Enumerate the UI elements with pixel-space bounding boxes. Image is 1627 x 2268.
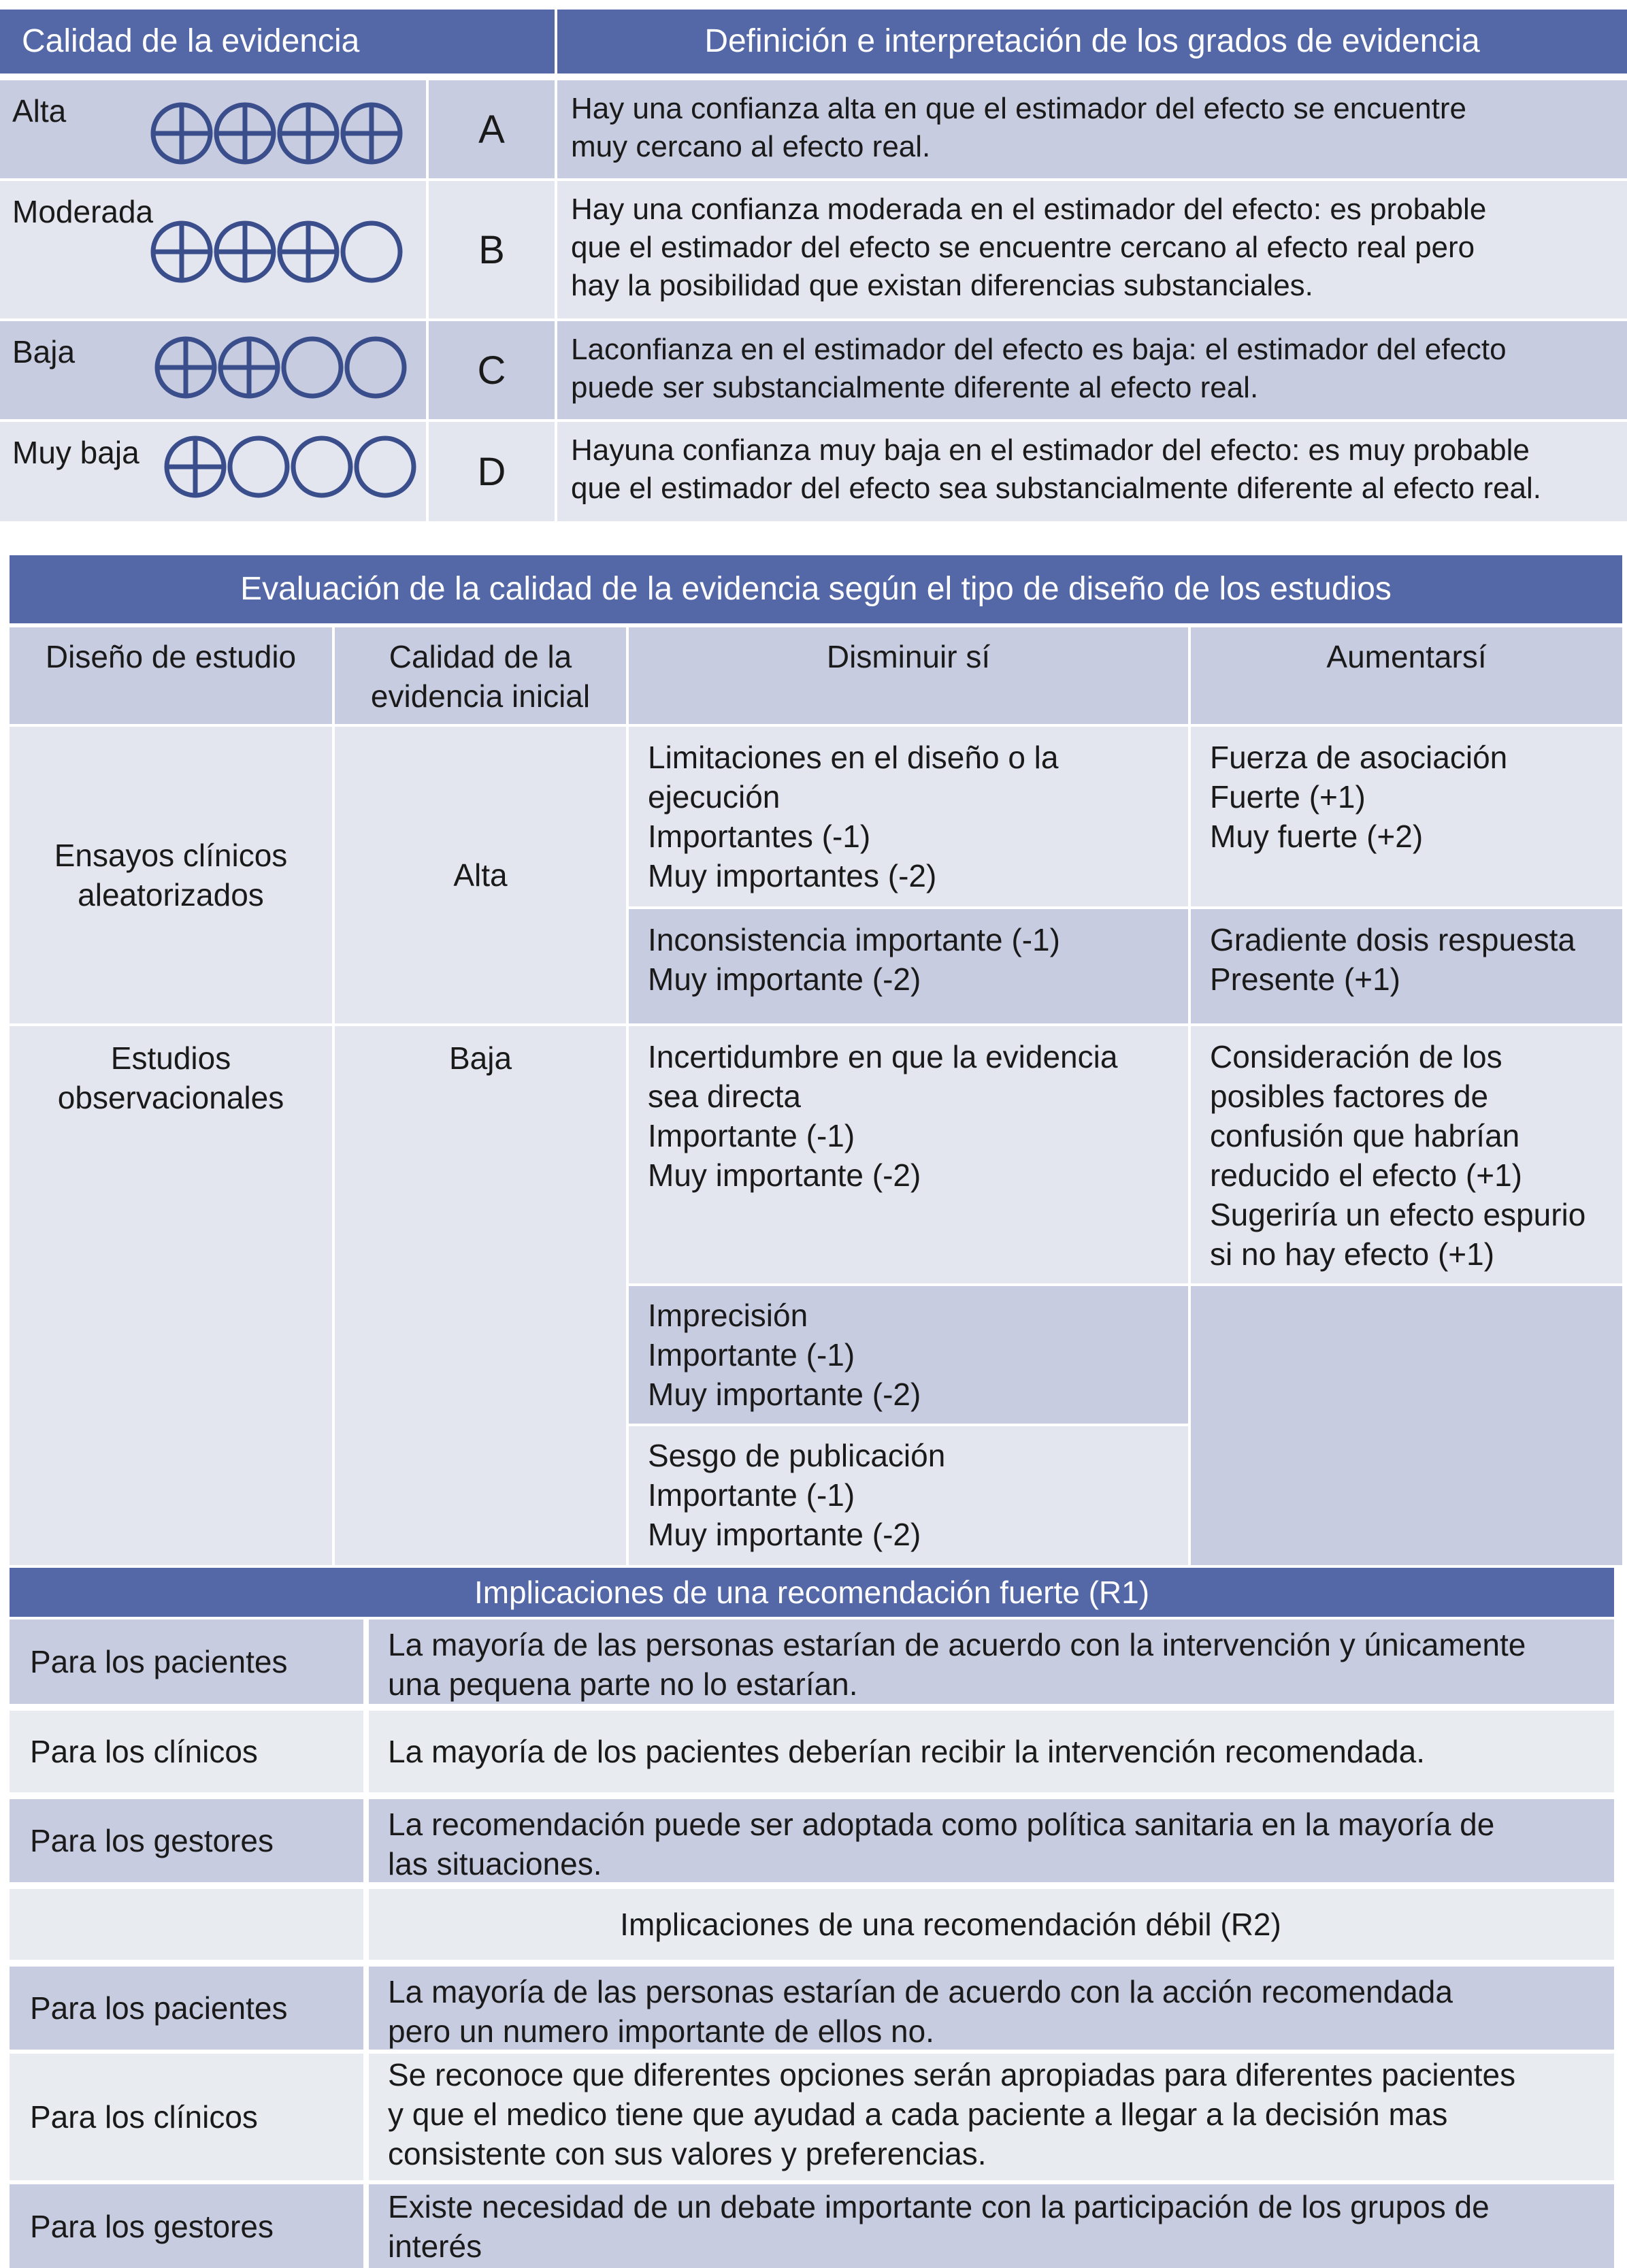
col-header-increase-text: Aumentarsí (1326, 639, 1487, 674)
text-line: Limitaciones en el diseño o la (648, 740, 1059, 775)
rct-increase-association (1191, 727, 1622, 906)
empty-circle-icon (293, 438, 350, 495)
text-line: confusión que habrían (1210, 1118, 1520, 1153)
weak-managers-label: Para los gestores (10, 2184, 363, 2268)
strong-clinicians-label: Para los clínicos (10, 1711, 363, 1792)
filled-circle-icon (216, 105, 274, 162)
text-line: Calidad de la (389, 639, 572, 674)
rct-increase-dose-response (1191, 909, 1622, 1023)
rct-initial-quality: Alta (335, 727, 626, 1023)
text-line: interés (388, 2229, 482, 2264)
text-line: posibles factores de (1210, 1079, 1489, 1114)
text-line: hay la posibilidad que existan diferencias substanciales. (571, 269, 1313, 302)
strong-clinicians-text (369, 1711, 1614, 1792)
quality-definition-b (557, 181, 1627, 318)
filled-circle-icon (343, 105, 400, 162)
text-line: Importante (-1) (648, 1118, 855, 1153)
text-line: Muy fuerte (+2) (1210, 819, 1424, 854)
design-table-title: Evaluación de la calidad de la evidencia según el tipo de diseño de los estudios (10, 555, 1622, 623)
obs-initial-quality: Baja (335, 1026, 626, 1565)
grade-symbols-muy-baja (163, 435, 422, 498)
strong-managers-text (369, 1799, 1614, 1882)
filled-circle-icon (280, 223, 337, 280)
quality-definition-a (557, 80, 1627, 178)
text-line: Gradiente dosis respuesta (1210, 922, 1575, 957)
quality-grade-c: C (429, 321, 555, 419)
filled-circle-icon (153, 223, 210, 280)
text-line: Fuerza de asociación (1210, 740, 1508, 775)
text-line: una pequena parte no lo estarían. (388, 1666, 858, 1702)
grade-symbols-moderada (150, 220, 408, 283)
empty-circle-icon (284, 339, 341, 396)
text-line: Hay una confianza alta en que el estimador del efecto se encuentre (571, 92, 1466, 125)
col-header-design-text: Diseño de estudio (45, 639, 297, 674)
strong-patients-text (369, 1620, 1614, 1704)
weak-clinicians-text (369, 2054, 1614, 2180)
text-line: Importantes (-1) (648, 819, 871, 854)
obs-decrease-indirectness (629, 1026, 1188, 1283)
filled-circle-icon (167, 438, 224, 495)
empty-circle-icon (343, 223, 400, 280)
quality-grade-b: B (429, 181, 555, 318)
quality-header-right: Definición e interpretación de los grados de evidencia (557, 10, 1627, 73)
text-line: consistente con sus valores y preferencias. (388, 2136, 987, 2171)
filled-circle-icon (280, 105, 337, 162)
text-line: puede ser substancialmente diferente al efecto real. (571, 371, 1259, 404)
text-line: ejecución (648, 779, 780, 815)
empty-circle-icon (347, 339, 404, 396)
quality-label-muy-baja: Muy baja (0, 422, 426, 521)
filled-circle-icon (153, 105, 210, 162)
rct-design (10, 727, 332, 1023)
strong-recommendation-title: Implicaciones de una recomendación fuerte (R1) (10, 1568, 1614, 1617)
obs-decrease-imprecision (629, 1286, 1188, 1424)
text-line: sea directa (648, 1079, 802, 1114)
weak-patients-text (369, 1967, 1614, 2050)
rct-decrease-inconsistency (629, 909, 1188, 1023)
quality-header-left: Calidad de la evidencia (0, 10, 555, 73)
obs-decrease-publication-bias (629, 1426, 1188, 1565)
text-line: Muy importante (-2) (648, 1517, 921, 1552)
text-line: aleatorizados (78, 877, 264, 913)
grade-symbols-baja (154, 336, 412, 399)
weak-patients-label: Para los pacientes (10, 1967, 363, 2050)
filled-circle-icon (157, 339, 214, 396)
empty-circle-icon (357, 438, 414, 495)
text-line: Sesgo de publicación (648, 1438, 946, 1473)
quality-grade-d: D (429, 422, 555, 521)
col-header-decrease (629, 627, 1188, 724)
text-line: Estudios (110, 1040, 231, 1076)
quality-label-baja: Baja (0, 321, 426, 419)
quality-definition-d (557, 422, 1627, 521)
text-line: Muy importante (-2) (648, 1157, 921, 1193)
text-line: Laconfianza en el estimador del efecto es baja: el estimador del efecto (571, 333, 1507, 366)
text-line: si no hay efecto (+1) (1210, 1236, 1495, 1272)
text-line: Hayuna confianza muy baja en el estimador del efecto: es muy probable (571, 433, 1530, 467)
col-header-initial (335, 627, 626, 724)
text-line: reducido el efecto (+1) (1210, 1157, 1522, 1193)
text-line: Hay una confianza moderada en el estimador del efecto: es probable (571, 193, 1487, 226)
grade-symbols-alta (150, 102, 408, 165)
text-line: evidencia inicial (370, 678, 591, 714)
text-line: Existe necesidad de un debate importante con la participación de los grupos de (388, 2189, 1490, 2224)
col-header-increase (1191, 627, 1622, 724)
text-line: Consideración de los (1210, 1039, 1502, 1074)
strong-patients-label: Para los pacientes (10, 1620, 363, 1704)
obs-design (10, 1026, 332, 1565)
text-line: Inconsistencia importante (-1) (648, 922, 1060, 957)
text-line: Muy importante (-2) (648, 1377, 921, 1412)
obs-increase-empty (1191, 1286, 1622, 1565)
text-line: La mayoría de las personas estarían de acuerdo con la intervención y únicamente (388, 1627, 1526, 1662)
text-line: que el estimador del efecto se encuentre cercano al efecto real pero (571, 231, 1475, 264)
text-line: Fuerte (+1) (1210, 779, 1366, 815)
text-line: que el estimador del efecto sea substancialmente diferente al efecto real. (571, 472, 1541, 505)
text-line: Presente (+1) (1210, 962, 1400, 997)
text-line: muy cercano al efecto real. (571, 130, 931, 163)
text-line: La mayoría de los pacientes deberían recibir la intervención recomendada. (388, 1734, 1425, 1769)
quality-grade-a: A (429, 80, 555, 178)
quality-definition-c (557, 321, 1627, 419)
text-line: La recomendación puede ser adoptada como política sanitaria en la mayoría de (388, 1807, 1495, 1842)
text-line: Muy importantes (-2) (648, 858, 937, 893)
text-line: pero un numero importante de ellos no. (388, 2014, 934, 2049)
filled-circle-icon (216, 223, 274, 280)
obs-increase-confounding (1191, 1026, 1622, 1283)
weak-clinicians-label: Para los clínicos (10, 2054, 363, 2180)
weak-managers-text (369, 2184, 1614, 2268)
text-line: Importante (-1) (648, 1337, 855, 1373)
text-line: Se reconoce que diferentes opciones serán apropiadas para diferentes pacientes (388, 2057, 1516, 2092)
quality-label-moderada: Moderada (0, 181, 426, 318)
text-line: las situaciones. (388, 1846, 602, 1881)
text-line: Incertidumbre en que la evidencia (648, 1039, 1118, 1074)
filled-circle-icon (220, 339, 278, 396)
weak-title-spacer (10, 1889, 363, 1960)
text-line: Imprecisión (648, 1298, 808, 1333)
text-line: Importante (-1) (648, 1477, 855, 1513)
col-header-design (10, 627, 332, 724)
weak-recommendation-title: Implicaciones de una recomendación débil (R2) (369, 1889, 1614, 1960)
text-line: Muy importante (-2) (648, 962, 921, 997)
quality-label-alta: Alta (0, 80, 426, 178)
text-line: Ensayos clínicos (54, 838, 288, 873)
rct-decrease-limitations (629, 727, 1188, 906)
strong-managers-label: Para los gestores (10, 1799, 363, 1882)
text-line: La mayoría de las personas estarían de acuerdo con la acción recomendada (388, 1974, 1453, 2009)
text-line: y que el medico tiene que ayudad a cada paciente a llegar a la decisión mas (388, 2097, 1448, 2132)
col-header-decrease-text: Disminuir sí (826, 639, 991, 674)
text-line: Sugeriría un efecto espurio (1210, 1197, 1586, 1232)
empty-circle-icon (230, 438, 287, 495)
text-line: observacionales (57, 1080, 284, 1115)
